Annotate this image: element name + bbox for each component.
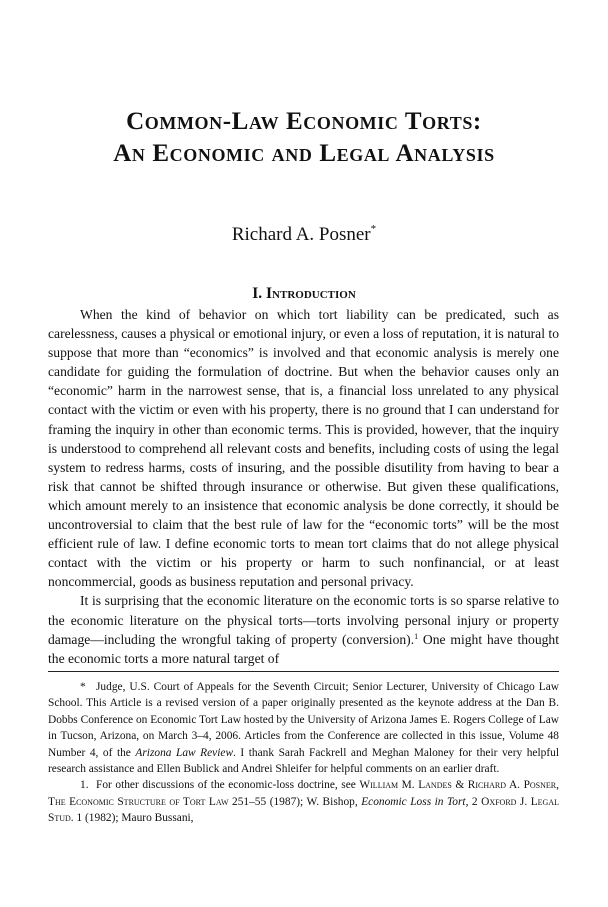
- section-heading: I. Introduction: [252, 285, 356, 302]
- author-name: Richard A. Posner: [231, 224, 371, 245]
- author-byline: [0, 223, 608, 246]
- paragraph-2-text-a: It is surprising that the economic literature on the economic torts is so sparse relative to the economic literature on the physical torts—torts involving personal injury or property damage—including the wrongful taking of property (conversion).: [48, 593, 559, 647]
- footnote-star-marker: *: [80, 681, 86, 693]
- article-title-line-2: An Economic and Legal Analysis: [113, 140, 495, 167]
- paragraph-2-text-b: One might have thought the economic torts a more natural target of: [48, 631, 559, 666]
- footnote-1-book: William M. Landes & Richard A. Posner, The Economic Structure of Tort Law: [48, 779, 559, 808]
- footnote-ref-1[interactable]: 1: [414, 631, 419, 641]
- footnote-1-article-title: Economic Loss in Tort: [361, 795, 466, 808]
- footnote-star-journal: Arizona Law Review: [135, 746, 234, 759]
- footnotes: [48, 679, 559, 827]
- footnote-1-text-b: 251–55 (1987); W. Bishop,: [228, 795, 362, 808]
- author-footnote-marker[interactable]: *: [370, 223, 377, 235]
- article-title-line-1: Common-Law Economic Torts:: [126, 108, 482, 135]
- footnote-star-text-b: . I thank Sarah Fackrell and Meghan Maloney for their very helpful research assistance and Ellen Bublick and Andrei Shleifer for helpful comments on an earlier draft.: [48, 746, 559, 776]
- footnote-1-text-d: 1 (1982); Mauro Bussani,: [73, 812, 194, 825]
- footnote-star: [48, 679, 559, 777]
- paragraph-1: When the kind of behavior on which tort liability can be predicated, such as carelessness, causes a physical or emotional injury, or even a loss of reputation, it is natural to suppose that more than “economics” is involved and that economic analysis is merely one candidate for guiding the formulation of doctrine. But when the behavior causes only an “economic” harm in the narrowest sense, that is, a financial loss unrelated to any physical contact with the victim or even with his property, there is no ground that I can understand for framing the inquiry in other than economic terms. This is provided, however, that the inquiry is understood to comprehend all relevant costs and benefits, including costs of using the legal system to redress harms, costs of insuring, and the possible disutility from having to bear a risk that cannot be shifted through insurance or otherwise. But given these qualifications, which amount merely to an insistence that economic analysis be done correctly, it should be uncontroversial to claim that the best rule of law for the “economic torts” will be the most efficient rule of law. I define economic torts to mean tort claims that do not allege physical contact with the victim or his property or harm to such nonfinancial, or at least noncommercial, goods as business reputation and personal privacy.: [48, 307, 559, 590]
- footnote-1-journal: Oxford J. Legal Stud.: [48, 795, 559, 825]
- footnote-divider: [48, 671, 559, 672]
- footnote-1-text-c: , 2: [465, 795, 482, 808]
- footnote-star-text-a: Judge, U.S. Court of Appeals for the Seventh Circuit; Senior Lecturer, University of Chicago Law School. This Article is a revised version of a paper originally presented as the keynote address at the Dan B. Dobbs Conference on Economic Tort Law hosted by the University of Arizona James E. Rogers College of Law in Tucson, Arizona, on March 3–4, 2006. Articles from the Conference are collected in this issue, Volume 48 Number 4, of the: [48, 681, 559, 759]
- footnote-1-marker: 1.: [80, 779, 89, 792]
- footnote-1: [48, 777, 559, 826]
- paragraph-2: [48, 591, 559, 667]
- body-text: [48, 305, 559, 668]
- footnote-1-text-a: For other discussions of the economic-loss doctrine, see: [96, 779, 360, 792]
